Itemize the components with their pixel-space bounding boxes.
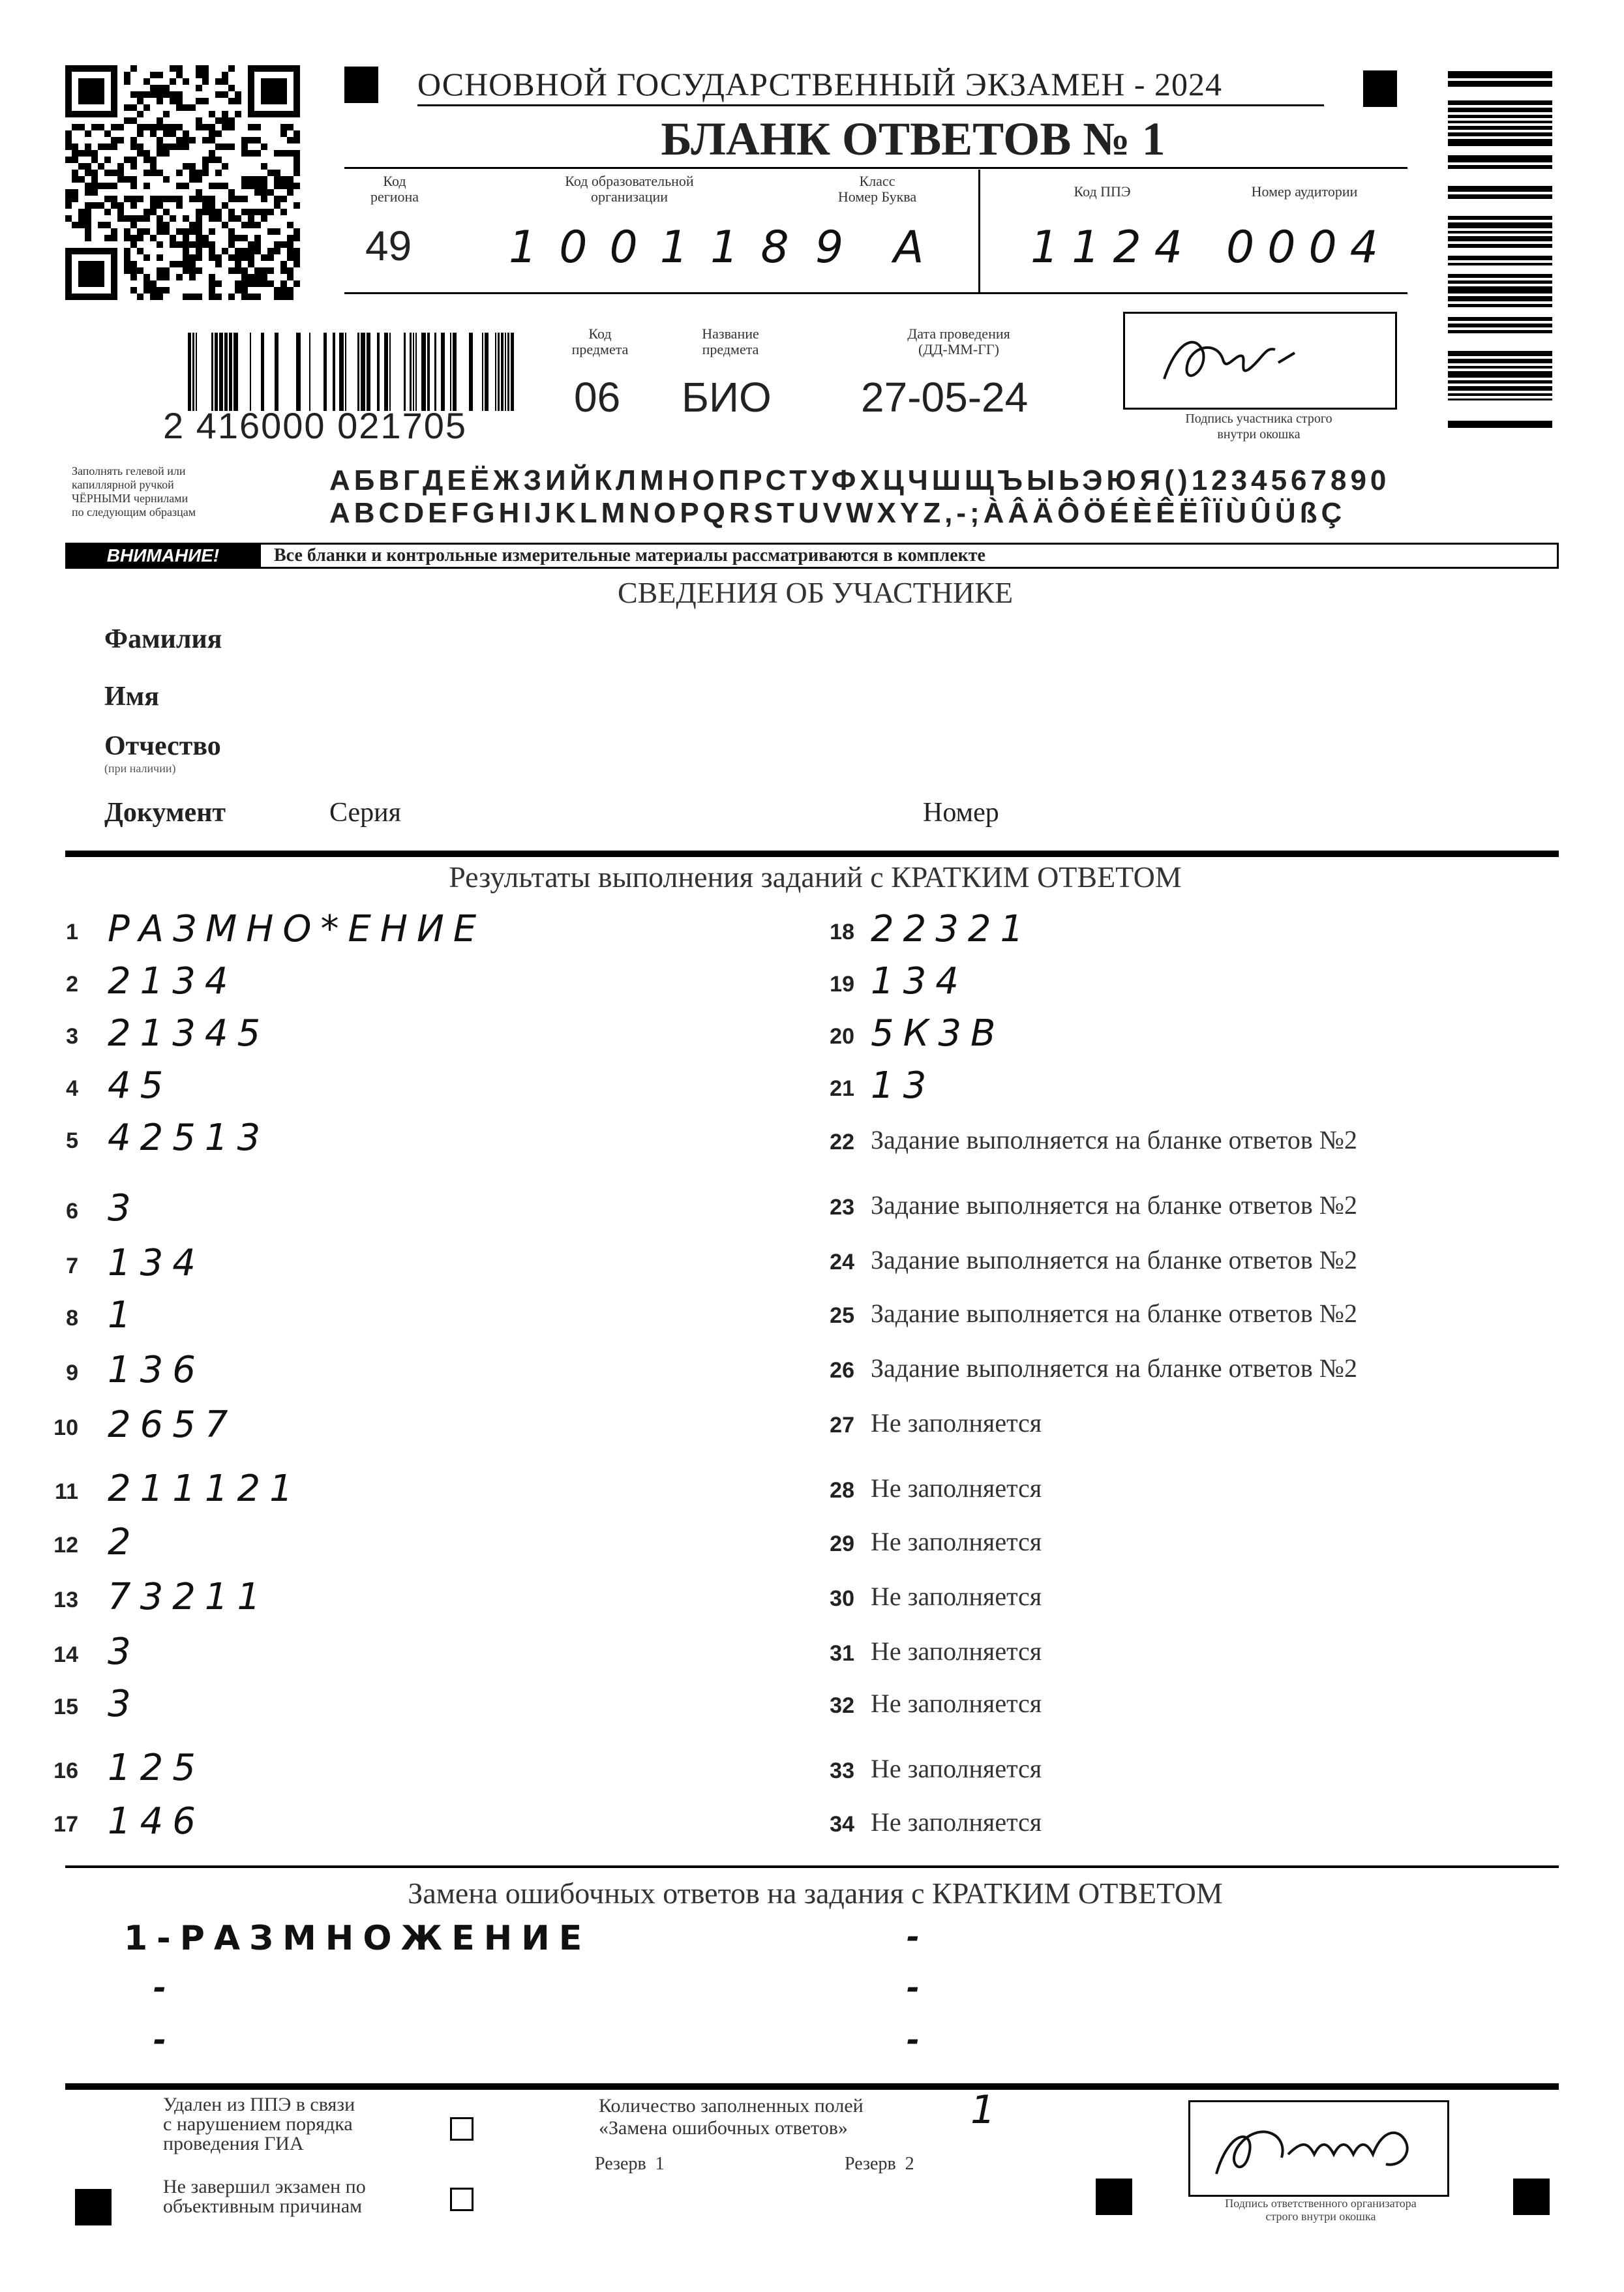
registration-mark xyxy=(344,67,378,103)
task-number: 9 xyxy=(66,1361,78,1385)
task-number: 16 xyxy=(53,1758,78,1783)
org-label: Код образовательной организации xyxy=(565,173,694,205)
task-number: 7 xyxy=(66,1254,78,1278)
task-note: Задание выполняется на бланке ответов №2 xyxy=(871,1353,1357,1383)
not-finished-checkbox[interactable] xyxy=(450,2188,474,2211)
answer-field[interactable]: 5К3В xyxy=(871,1012,1005,1055)
replacement-right-1[interactable]: - xyxy=(907,1919,929,1955)
task-number: 3 xyxy=(66,1024,78,1049)
footer-divider xyxy=(65,2083,1559,2090)
sample-row-cyrillic: АБВГДЕЁЖЗИЙКЛМНОПРСТУФХЦЧШЩЪЫЬЭЮЯ()1234567890 xyxy=(329,464,1391,496)
task-number: 24 xyxy=(830,1250,854,1274)
name-label: Имя xyxy=(104,682,159,712)
task-note: Не заполняется xyxy=(871,1636,1042,1666)
task-number: 8 xyxy=(66,1306,78,1331)
task-number: 20 xyxy=(830,1024,854,1049)
answer-field[interactable]: 146 xyxy=(108,1800,205,1843)
task-number: 6 xyxy=(66,1199,78,1224)
task-number: 19 xyxy=(830,972,854,997)
room-label: Номер аудитории xyxy=(1251,183,1358,200)
task-note: Не заполняется xyxy=(871,1527,1042,1556)
task-note: Не заполняется xyxy=(871,1754,1042,1783)
task-note: Не заполняется xyxy=(871,1582,1042,1611)
header-rule-2 xyxy=(344,292,1407,294)
task-number: 2 xyxy=(66,972,78,997)
replacement-left-2[interactable]: - xyxy=(153,1970,175,2006)
answer-field[interactable]: 134 xyxy=(871,960,968,1003)
participant-section-title: СВЕДЕНИЯ ОБ УЧАСТНИКЕ xyxy=(617,576,1014,609)
task-number: 5 xyxy=(66,1128,78,1153)
replacement-right-3[interactable]: - xyxy=(907,2022,929,2058)
task-number: 13 xyxy=(53,1588,78,1612)
task-number: 14 xyxy=(53,1642,78,1667)
answer-field[interactable]: 125 xyxy=(108,1747,205,1789)
class-number: 9 xyxy=(815,222,853,273)
organizer-signature-box[interactable] xyxy=(1188,2100,1449,2197)
qr-code xyxy=(65,65,300,300)
surname-label: Фамилия xyxy=(104,624,222,654)
ppe-value: 1124 xyxy=(1030,222,1196,273)
task-number: 23 xyxy=(830,1195,854,1220)
task-number: 32 xyxy=(830,1693,854,1718)
room-value: 0004 xyxy=(1226,222,1392,273)
task-note: Не заполняется xyxy=(871,1473,1042,1503)
form-title: БЛАНК ОТВЕТОВ № 1 xyxy=(661,113,1165,165)
task-number: 33 xyxy=(830,1758,854,1783)
warning-text: Все бланки и контрольные измерительные материалы рассматриваются в комплекте xyxy=(274,545,985,565)
class-label: Класс Номер Буква xyxy=(837,173,917,205)
task-note: Не заполняется xyxy=(871,1408,1042,1438)
task-note: Задание выполняется на бланке ответов №2 xyxy=(871,1190,1357,1220)
subject-name-label: Название предмета xyxy=(702,325,759,357)
ppe-label: Код ППЭ xyxy=(1074,183,1131,200)
answer-field[interactable]: 136 xyxy=(108,1349,205,1391)
answers-section-title: Результаты выполнения заданий с КРАТКИМ ОТВЕТОМ xyxy=(449,860,1182,894)
task-note: Задание выполняется на бланке ответов №2 xyxy=(871,1125,1357,1154)
task-number: 30 xyxy=(830,1586,854,1611)
answer-field[interactable]: 73211 xyxy=(108,1576,270,1618)
sample-row-latin: ABCDEFGHIJKLMNOPQRSTUVWXYZ,-;ÀÂÄÔÖÉÈÊËÎÏÙÛÜßÇ xyxy=(329,497,1346,529)
side-barcode xyxy=(1448,65,1552,430)
replacement-left-3[interactable]: - xyxy=(153,2022,175,2058)
subject-name-value: БИО xyxy=(682,374,772,421)
subject-code-label: Код предмета xyxy=(571,325,629,357)
answer-field[interactable]: 2 xyxy=(108,1521,140,1563)
replacement-count-label: Количество заполненных полей «Замена ошибочных ответов» xyxy=(599,2095,864,2139)
answer-field[interactable]: 2134 xyxy=(108,960,237,1003)
barcode-number: 2 416000 021705 xyxy=(163,405,467,446)
answer-field[interactable]: 211121 xyxy=(108,1468,302,1510)
answer-field[interactable]: 45 xyxy=(108,1064,173,1107)
not-finished-label: Не завершил экзамен по объективным причинам xyxy=(163,2176,366,2217)
date-value: 27-05-24 xyxy=(861,374,1029,421)
task-number: 15 xyxy=(53,1695,78,1719)
task-note: Не заполняется xyxy=(871,1807,1042,1837)
answer-field[interactable]: 21345 xyxy=(108,1012,270,1055)
patronymic-note: (при наличии) xyxy=(104,762,176,775)
task-number: 27 xyxy=(830,1413,854,1438)
replacement-count-value[interactable]: 1 xyxy=(970,2087,1005,2133)
replacement-left-1[interactable]: 1-РАЗМНОЖЕНИЕ xyxy=(124,1919,592,1958)
task-number: 25 xyxy=(830,1303,854,1328)
answer-field[interactable]: 134 xyxy=(108,1242,205,1284)
document-label: Документ xyxy=(104,798,226,828)
registration-mark xyxy=(1363,70,1397,107)
task-number: 4 xyxy=(66,1076,78,1101)
answer-field[interactable]: РАЗМНО*ЕНИЕ xyxy=(108,908,486,950)
task-number: 11 xyxy=(55,1479,78,1504)
subject-code-value: 06 xyxy=(574,374,621,421)
participant-signature-caption: Подпись участника строго внутри окошка xyxy=(1185,412,1332,442)
header-divider xyxy=(978,170,980,292)
answer-field[interactable]: 3 xyxy=(108,1631,140,1673)
task-number: 31 xyxy=(830,1641,854,1666)
reserve-2: Резерв 2 xyxy=(845,2154,914,2174)
reserve-1: Резерв 1 xyxy=(595,2154,665,2174)
task-number: 18 xyxy=(830,920,854,944)
class-letter: А xyxy=(894,222,933,273)
participant-signature-box[interactable] xyxy=(1123,312,1397,410)
task-number: 10 xyxy=(53,1415,78,1440)
removed-label: Удален из ППЭ в связи с нарушением порядка проведения ГИА xyxy=(163,2094,355,2154)
exam-title: ОСНОВНОЙ ГОСУДАРСТВЕННЫЙ ЭКЗАМЕН - 2024 xyxy=(417,66,1222,102)
registration-mark xyxy=(1096,2179,1132,2215)
document-number-label: Номер xyxy=(923,798,999,828)
task-number: 12 xyxy=(53,1533,78,1558)
answer-field[interactable]: 3 xyxy=(108,1187,140,1229)
date-label: Дата проведения (ДД-ММ-ГГ) xyxy=(907,325,1010,357)
task-number: 17 xyxy=(53,1812,78,1837)
task-note: Задание выполняется на бланке ответов №2 xyxy=(871,1299,1357,1328)
registration-mark xyxy=(1513,2179,1550,2215)
replacement-right-2[interactable]: - xyxy=(907,1970,929,2006)
task-number: 29 xyxy=(830,1531,854,1556)
replacement-section-title: Замена ошибочных ответов на задания с КРАТКИМ ОТВЕТОМ xyxy=(408,1877,1223,1910)
region-value: 49 xyxy=(365,222,412,269)
warning-label: ВНИМАНИЕ! xyxy=(65,543,261,569)
answer-field[interactable]: 2657 xyxy=(108,1404,237,1446)
task-number: 28 xyxy=(830,1478,854,1503)
region-label: Код региона xyxy=(370,173,419,205)
answer-field[interactable]: 1 xyxy=(108,1294,140,1336)
organizer-signature-caption: Подпись ответственного организатора строго внутри окошка xyxy=(1225,2197,1417,2223)
answers-divider xyxy=(65,1865,1559,1868)
sample-instruction: Заполнять гелевой или капиллярной ручкой ЧЁРНЫМИ чернилами по следующим образцам xyxy=(72,464,196,519)
answer-field[interactable]: 13 xyxy=(871,1064,936,1107)
section-divider xyxy=(65,851,1559,857)
task-number: 22 xyxy=(830,1130,854,1154)
registration-mark xyxy=(75,2189,112,2225)
answer-field[interactable]: 42513 xyxy=(108,1117,270,1159)
participant-signature xyxy=(1125,314,1386,405)
removed-checkbox[interactable] xyxy=(450,2117,474,2141)
task-number: 34 xyxy=(830,1812,854,1837)
task-note: Задание выполняется на бланке ответов №2 xyxy=(871,1245,1357,1274)
patronymic-label: Отчество xyxy=(104,731,221,761)
task-number: 1 xyxy=(66,920,78,944)
task-note: Не заполняется xyxy=(871,1689,1042,1718)
answer-field[interactable]: 3 xyxy=(108,1683,140,1725)
task-number: 26 xyxy=(830,1358,854,1383)
document-series-label: Серия xyxy=(329,798,401,828)
task-number: 21 xyxy=(830,1076,854,1101)
answer-field[interactable]: 22321 xyxy=(871,908,1033,950)
title-underline xyxy=(417,104,1324,106)
header-rule xyxy=(344,167,1407,169)
org-value: 100118 xyxy=(509,222,811,273)
organizer-signature xyxy=(1190,2102,1445,2194)
